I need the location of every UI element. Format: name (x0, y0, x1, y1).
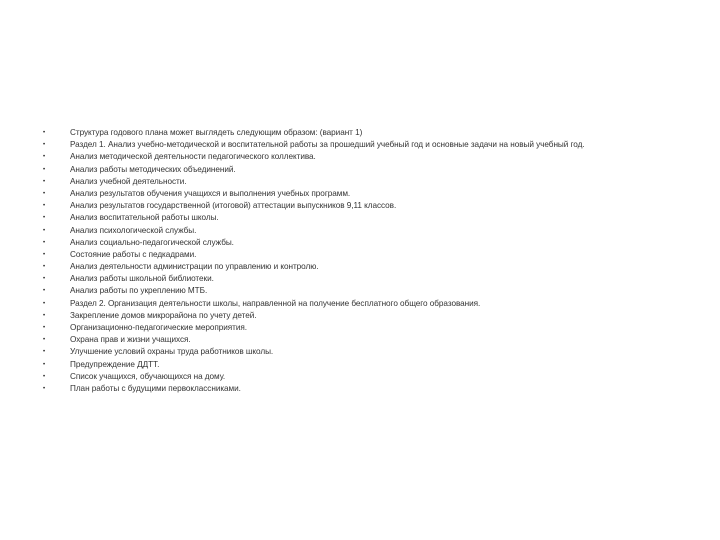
bullet-dot-icon: • (43, 385, 46, 392)
list-item (40, 237, 710, 249)
bullet-dot-icon: • (43, 190, 46, 197)
list-item (40, 188, 710, 200)
list-item-text: Анализ работы по укреплению МТБ. (70, 286, 208, 296)
bullet-dot-icon: • (43, 361, 46, 368)
list-item (40, 383, 710, 395)
list-item-text: Анализ методической деятельности педагогического коллектива. (70, 152, 316, 162)
list-item (40, 298, 710, 310)
bullet-dot-icon: • (43, 349, 46, 356)
list-item-text: Анализ результатов обучения учащихся и выполнения учебных программ. (70, 188, 351, 198)
bullet-dot-icon: • (43, 300, 46, 307)
bullet-dot-icon: • (43, 288, 46, 295)
list-item-text: Анализ деятельности администрации по управлению и контролю. (70, 262, 319, 272)
bullet-dot-icon: • (43, 251, 46, 258)
list-item (40, 310, 710, 322)
list-item-text: Предупреждение ДДТТ. (70, 359, 160, 369)
list-item-text: Анализ воспитательной работы школы. (70, 213, 219, 223)
list-item-text: Закрепление домов микрорайона по учету детей. (70, 310, 257, 320)
list-item (40, 359, 710, 371)
list-item (40, 212, 710, 224)
list-item-text: Структура годового плана может выглядеть следующим образом: (вариант 1) (70, 128, 363, 137)
list-item (40, 164, 710, 176)
list-item-text: План работы с будущими первоклассниками. (70, 383, 241, 393)
bullet-dot-icon: • (43, 239, 46, 246)
list-item-text: Раздел 1. Анализ учебно-методической и воспитательной работы за прошедший учебный год и основные задачи на новый учебный год. (70, 140, 585, 150)
list-item (40, 346, 710, 358)
bullet-dot-icon: • (43, 373, 46, 380)
list-item (40, 139, 710, 151)
bullet-dot-icon: • (43, 312, 46, 319)
bullet-dot-icon: • (43, 215, 46, 222)
list-item (40, 334, 710, 346)
bullet-dot-icon: • (43, 154, 46, 161)
bullet-dot-icon: • (43, 264, 46, 271)
bullet-dot-icon: • (43, 325, 46, 331)
list-item-text: Анализ работы методических объединений. (70, 164, 236, 174)
bullet-dot-icon: • (43, 276, 46, 283)
list-item-text: Анализ работы школьной библиотеки. (70, 274, 214, 284)
list-item-text: Состояние работы с педкадрами. (70, 249, 197, 259)
bullet-dot-icon: • (43, 203, 46, 210)
list-item (40, 151, 710, 163)
list-item (40, 200, 710, 212)
list-item-text: Улучшение условий охраны труда работников школы. (70, 347, 274, 357)
list-item-text: Анализ психологической службы. (70, 225, 197, 235)
list-item-text: Охрана прав и жизни учащихся. (70, 335, 191, 345)
list-item-text: Анализ социально-педагогической службы. (70, 237, 234, 247)
bullet-dot-icon: • (43, 142, 46, 149)
bullet-dot-icon: • (43, 337, 46, 344)
list-item (40, 249, 710, 261)
list-item (40, 176, 710, 188)
list-item-text: Список учащихся, обучающихся на дому. (70, 371, 226, 381)
list-item-text: Организационно-педагогические мероприятия. (70, 323, 247, 332)
list-item (40, 261, 710, 273)
list-item-text: Анализ результатов государственной (итоговой) аттестации выпускников 9,11 классов. (70, 201, 397, 211)
list-item-text: Анализ учебной деятельности. (70, 176, 187, 186)
list-item (40, 285, 710, 297)
list-item (40, 371, 710, 383)
list-item (40, 225, 710, 237)
bullet-dot-icon: • (43, 178, 46, 185)
list-item-text: Раздел 2. Организация деятельности школы, направленной на получение бесплатного общего образования. (70, 298, 481, 308)
bullet-dot-icon: • (43, 227, 46, 234)
list-item (40, 273, 710, 285)
bullet-dot-icon: • (43, 130, 46, 136)
bullet-dot-icon: • (43, 166, 46, 173)
list-item (40, 127, 710, 139)
list-item (40, 322, 710, 334)
bullet-list (40, 127, 710, 395)
